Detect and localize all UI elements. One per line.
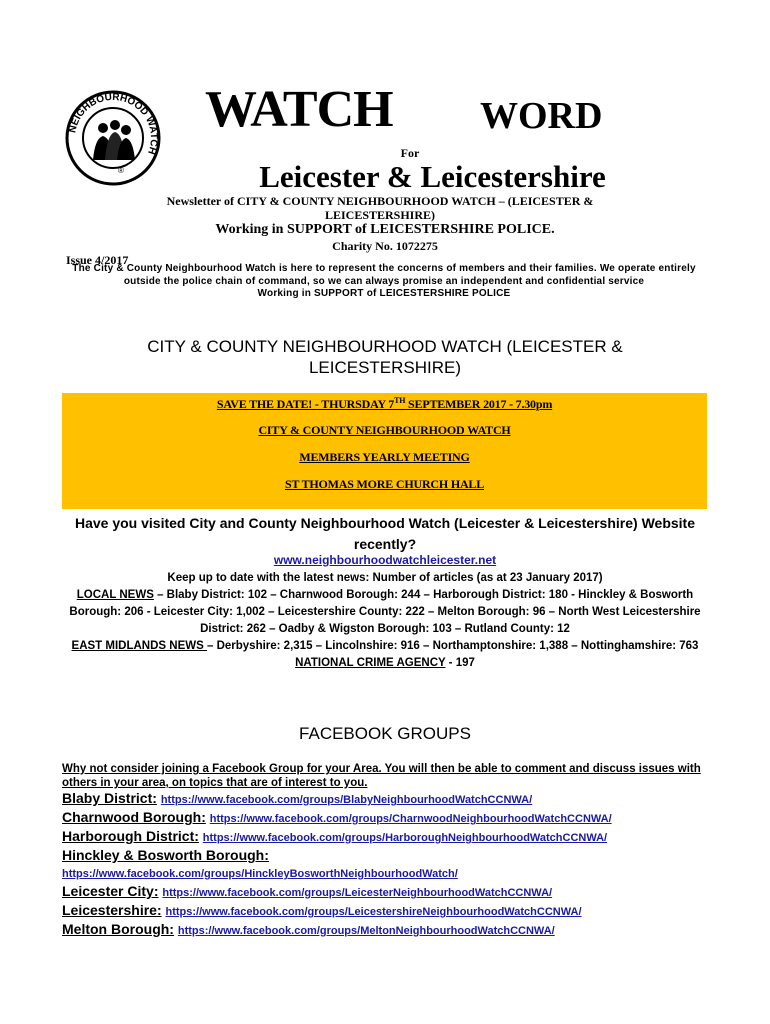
- banner-venue-line: ST THOMAS MORE CHURCH HALL: [284, 477, 485, 491]
- facebook-group-item: [62, 902, 742, 921]
- facebook-group-link[interactable]: https://www.facebook.com/groups/LeicestershireNeighbourhoodWatchCCNWA/: [165, 906, 582, 918]
- banner-meeting-line: MEMBERS YEARLY MEETING: [299, 450, 470, 464]
- website-question: Have you visited City and County Neighbourhood Watch (Leicester & Leicestershire) Website recently?: [74, 515, 695, 552]
- banner-date-line: [62, 396, 707, 412]
- save-the-date-banner: [62, 393, 707, 509]
- facebook-group-item: [62, 883, 742, 902]
- intro-working-line: Working in SUPPORT of LEICESTERSHIRE POLICE: [257, 288, 511, 299]
- newsletter-title-word: WORD: [480, 95, 603, 137]
- facebook-group-link-row: [62, 864, 742, 883]
- issue-number: Issue 4/2017: [66, 253, 129, 267]
- facebook-group-item: [62, 809, 742, 828]
- facebook-intro: Why not consider joining a Facebook Group for your Area. You will then be able to comment and discuss issues with others in your area, on topics that are of interest to you.: [62, 763, 701, 789]
- east-midlands-text: – Derbyshire: 2,315 – Lincolnshire: 916 – Northamptonshire: 1,388 – Nottinghamshire: 763: [206, 640, 699, 652]
- facebook-group-label: Leicestershire:: [62, 902, 162, 918]
- keep-up-text: Keep up to date with the latest news: Number of articles (as at 23 January 2017): [167, 572, 603, 584]
- facebook-group-item: [62, 828, 742, 847]
- working-support-line: Working in SUPPORT of LEICESTERSHIRE POLICE.: [215, 222, 555, 237]
- facebook-group-item: [62, 921, 742, 940]
- local-news-paragraph: [60, 587, 710, 638]
- nca-text: - 197: [445, 657, 475, 669]
- newsletter-title-watch: WATCH: [205, 81, 393, 138]
- facebook-group-label: Charnwood Borough:: [62, 809, 206, 825]
- banner-date-text: SAVE THE DATE! - THURSDAY 7: [216, 397, 395, 411]
- banner-date-sup: TH: [394, 396, 406, 405]
- facebook-group-link[interactable]: https://www.facebook.com/groups/MeltonNeighbourhoodWatchCCNWA/: [177, 925, 555, 937]
- news-counts-block: [60, 570, 710, 672]
- facebook-group-link[interactable]: https://www.facebook.com/groups/CharnwoodNeighbourhoodWatchCCNWA/: [209, 813, 612, 825]
- charity-number: Charity No. 1072275: [332, 239, 438, 253]
- facebook-group-label: Blaby District:: [62, 790, 157, 806]
- nca-label: NATIONAL CRIME AGENCY: [295, 657, 446, 669]
- nca-paragraph: [60, 655, 710, 672]
- for-label: For: [400, 146, 420, 160]
- banner-time-text: SEPTEMBER 2017 - 7.30pm: [405, 397, 553, 411]
- intro-paragraph: [64, 263, 704, 301]
- facebook-group-link[interactable]: https://www.facebook.com/groups/LeicesterNeighbourhoodWatchCCNWA/: [162, 887, 553, 899]
- registered-mark: ®: [118, 166, 124, 175]
- newsletter-subtitle: Newsletter of CITY & COUNTY NEIGHBOURHOOD WATCH – (LEICESTER & LEICESTERSHIRE): [166, 194, 594, 222]
- facebook-groups-list: [62, 790, 742, 940]
- facebook-heading: FACEBOOK GROUPS: [299, 724, 471, 743]
- website-link[interactable]: [70, 553, 700, 567]
- banner-org-line: CITY & COUNTY NEIGHBOURHOOD WATCH: [258, 423, 511, 437]
- facebook-group-link[interactable]: https://www.facebook.com/groups/BlabyNeighbourhoodWatchCCNWA/: [160, 794, 533, 806]
- intro-text: The City & County Neighbourhood Watch is here to represent the concerns of members and their families. We operate entirely outside the police chain of command, so we can always promise an independent and confidential service: [72, 263, 696, 287]
- website-url-text[interactable]: www.neighbourhoodwatchleicester.net: [273, 553, 497, 567]
- section-heading: CITY & COUNTY NEIGHBOURHOOD WATCH (LEICESTER & LEICESTERSHIRE): [147, 337, 623, 377]
- facebook-group-label: Hinckley & Bosworth Borough:: [62, 847, 269, 863]
- facebook-group-label: Harborough District:: [62, 828, 199, 844]
- local-news-text: – Blaby District: 102 – Charnwood Borough: 244 – Harborough District: 180 - Hinckley & Bosworth Borough: 206 - Leicester City: 1,002 – Leicestershire County: 222 – Melton Borough: 96 – North West Leicestershire District: 262 – Oadby & Wigston Borough: 103 – Rutland County: 12: [69, 589, 701, 635]
- east-midlands-paragraph: [60, 638, 710, 655]
- east-midlands-label: EAST MIDLANDS NEWS: [71, 640, 207, 652]
- facebook-group-link[interactable]: https://www.facebook.com/groups/HarboroughNeighbourhoodWatchCCNWA/: [202, 832, 608, 844]
- local-news-label: LOCAL NEWS: [76, 589, 154, 601]
- facebook-group-label: Leicester City:: [62, 883, 159, 899]
- facebook-group-link[interactable]: https://www.facebook.com/groups/HinckleyBosworthNeighbourhoodWatch/: [62, 868, 458, 880]
- logo-ring-text: NEIGHBOURHOOD WATCH: [67, 91, 160, 156]
- region-title: Leicester & Leicestershire: [259, 159, 606, 194]
- facebook-group-item: [62, 847, 742, 864]
- facebook-group-item: [62, 790, 742, 809]
- facebook-group-label: Melton Borough:: [62, 921, 174, 937]
